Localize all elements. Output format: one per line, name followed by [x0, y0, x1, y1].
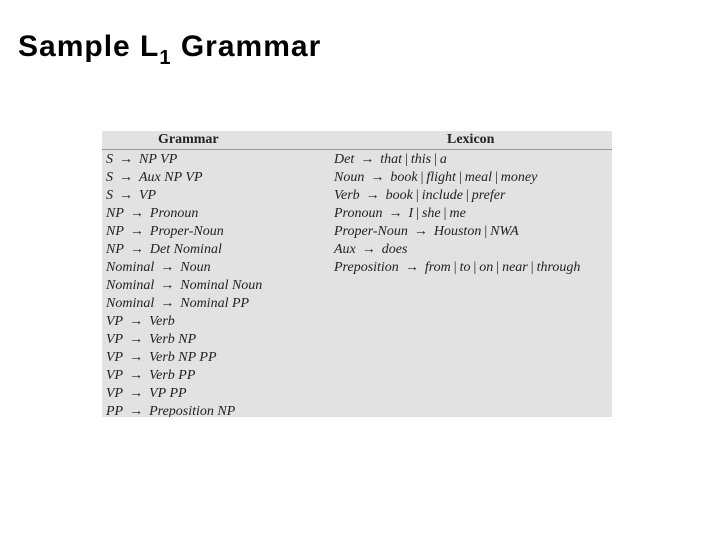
lexicon-word: meal: [464, 170, 492, 185]
arrow-symbol: →: [129, 242, 144, 257]
lexicon-word: book: [385, 188, 413, 203]
grammar-rule: [106, 187, 262, 205]
grammar-rule: [106, 151, 262, 169]
rule-lhs: VP: [106, 332, 124, 347]
separator: |: [443, 206, 447, 221]
arrow-symbol: →: [388, 206, 403, 221]
grammar-rule: [106, 169, 262, 187]
grammar-rule: [106, 223, 262, 241]
arrow-symbol: →: [119, 188, 133, 203]
lexicon-header: Lexicon: [447, 132, 495, 147]
lexicon-word: from: [424, 260, 451, 275]
separator: |: [458, 170, 462, 185]
rule-lhs: NP: [106, 224, 124, 239]
lexicon-word: this: [410, 152, 432, 167]
rule-rhs: Proper-Noun: [149, 224, 224, 239]
lexicon-rule: [334, 223, 580, 241]
rule-rhs: VP: [139, 188, 157, 203]
arrow-symbol: →: [365, 188, 380, 203]
rule-lhs: Proper-Noun: [334, 224, 408, 239]
arrow-symbol: →: [129, 386, 144, 401]
rule-lhs: Verb: [334, 188, 360, 203]
rule-lhs: Nominal: [106, 278, 155, 293]
rule-rhs: Det Nominal: [149, 242, 222, 257]
grammar-rule-list: [106, 151, 262, 417]
separator: |: [494, 170, 498, 185]
rule-rhs: Nominal Noun: [180, 278, 263, 293]
grammar-rule: [106, 295, 262, 313]
lexicon-word: money: [500, 170, 538, 185]
rule-rhs: Verb NP: [149, 332, 197, 347]
rule-lhs: VP: [106, 368, 124, 383]
rule-rhs: Aux NP VP: [139, 170, 203, 185]
grammar-rule: [106, 313, 262, 331]
separator: |: [405, 152, 408, 167]
lexicon-rule: [334, 187, 580, 205]
separator: |: [530, 260, 534, 275]
rule-lhs: VP: [106, 314, 124, 329]
lexicon-rule: [334, 259, 580, 277]
rule-rhs: Verb NP PP: [149, 350, 217, 365]
separator: |: [415, 188, 419, 203]
lexicon-word: prefer: [471, 188, 506, 203]
lexicon-word: book: [390, 170, 418, 185]
arrow-symbol: →: [129, 314, 144, 329]
slide-title: [18, 30, 322, 69]
lexicon-word: she: [421, 206, 441, 221]
arrow-symbol: →: [361, 242, 376, 257]
arrow-symbol: →: [129, 224, 144, 239]
grammar-rule: [106, 277, 262, 295]
lexicon-word: through: [536, 260, 581, 275]
arrow-symbol: →: [160, 296, 175, 311]
grammar-rule: [106, 403, 262, 417]
rule-lhs: Nominal: [106, 260, 155, 275]
title-main: Sample L: [18, 30, 160, 63]
arrow-symbol: →: [370, 170, 385, 185]
rule-rhs: Noun: [180, 260, 211, 275]
separator: |: [465, 188, 469, 203]
rule-rhs: VP PP: [149, 386, 187, 401]
rule-lhs: Aux: [334, 242, 356, 257]
separator: |: [484, 224, 488, 239]
rule-lhs: S: [106, 152, 113, 167]
separator: |: [416, 206, 419, 221]
rule-lhs: Noun: [334, 170, 365, 185]
lexicon-word: flight: [426, 170, 456, 185]
separator: |: [420, 170, 424, 185]
separator: |: [496, 260, 500, 275]
lexicon-word: that: [380, 152, 402, 167]
lexicon-rule: [334, 169, 580, 187]
lexicon-word: me: [449, 206, 466, 221]
arrow-symbol: →: [160, 260, 175, 275]
arrow-symbol: →: [360, 152, 375, 167]
grammar-rule: [106, 259, 262, 277]
arrow-symbol: →: [129, 332, 144, 347]
rule-lhs: VP: [106, 350, 124, 365]
table-header-row: [102, 131, 612, 150]
arrow-symbol: →: [119, 170, 133, 185]
lexicon-word: I: [408, 206, 414, 221]
lexicon-rule: [334, 151, 580, 169]
lexicon-word: to: [459, 260, 471, 275]
separator: |: [473, 260, 477, 275]
grammar-rule: [106, 367, 262, 385]
rule-rhs: Verb: [149, 314, 175, 329]
grammar-header: Grammar: [158, 132, 219, 147]
lexicon-word: a: [439, 152, 447, 167]
lexicon-word: does: [381, 242, 408, 257]
rule-lhs: Preposition: [334, 260, 399, 275]
arrow-symbol: →: [129, 368, 144, 383]
lexicon-word: on: [479, 260, 494, 275]
lexicon-word: near: [502, 260, 528, 275]
rule-rhs: Nominal PP: [180, 296, 250, 311]
rule-lhs: VP: [106, 386, 124, 401]
rule-rhs: Verb PP: [149, 368, 196, 383]
rule-rhs: NP VP: [139, 152, 178, 167]
separator: |: [453, 260, 457, 275]
rule-lhs: PP: [106, 404, 124, 417]
rule-rhs: Preposition NP: [149, 404, 236, 417]
lexicon-word: NWA: [490, 224, 519, 239]
grammar-rule: [106, 331, 262, 349]
grammar-lexicon-table: [102, 131, 612, 417]
lexicon-rule-list: [334, 151, 580, 277]
arrow-symbol: →: [160, 278, 175, 293]
lexicon-rule: [334, 205, 580, 223]
arrow-symbol: →: [129, 404, 144, 417]
rule-lhs: Nominal: [106, 296, 155, 311]
arrow-symbol: →: [413, 224, 428, 239]
rule-lhs: Det: [334, 152, 355, 167]
arrow-symbol: →: [129, 206, 144, 221]
grammar-rule: [106, 241, 262, 259]
arrow-symbol: →: [119, 152, 133, 167]
separator: |: [434, 152, 437, 167]
rule-lhs: S: [106, 170, 113, 185]
title-rest: Grammar: [171, 30, 322, 63]
arrow-symbol: →: [404, 260, 419, 275]
rule-lhs: Pronoun: [334, 206, 383, 221]
rule-rhs: Pronoun: [149, 206, 199, 221]
grammar-rule: [106, 205, 262, 223]
lexicon-word: include: [421, 188, 463, 203]
title-subscript: 1: [159, 47, 172, 69]
rule-lhs: S: [106, 188, 113, 203]
grammar-rule: [106, 385, 262, 403]
arrow-symbol: →: [129, 350, 144, 365]
lexicon-word: Houston: [433, 224, 482, 239]
rule-lhs: NP: [106, 242, 124, 257]
lexicon-rule: [334, 241, 580, 259]
rule-lhs: NP: [106, 206, 124, 221]
grammar-rule: [106, 349, 262, 367]
